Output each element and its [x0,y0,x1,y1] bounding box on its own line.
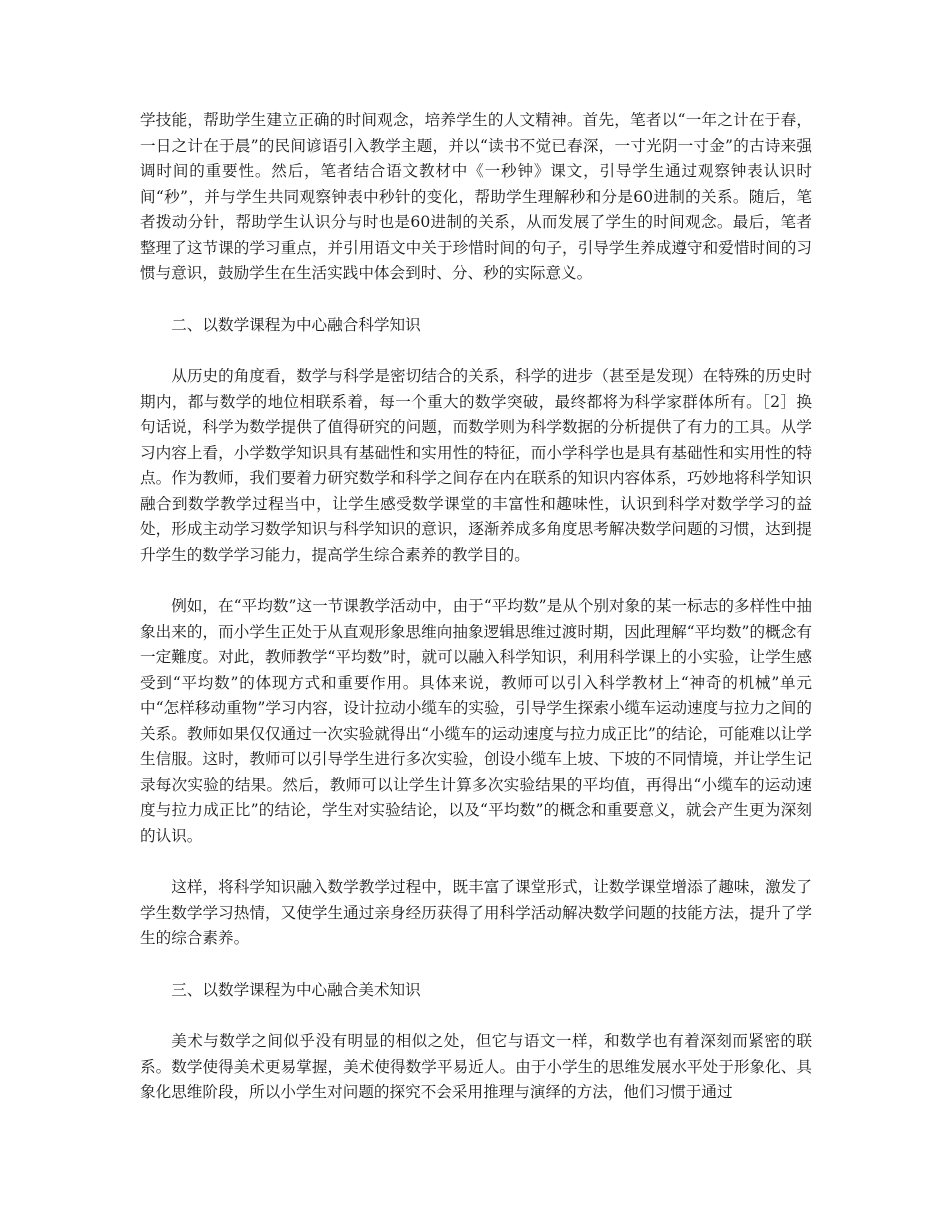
paragraph-average-example: 例如，在“平均数”这一节课教学活动中，由于“平均数”是从个别对象的某一标志的多样性中抽象出来的，而小学生正处于从直观形象思维向抽象逻辑思维过渡时期，因此理解“平均数”的概念有一定難度。对此，教师教学“平均数”时，就可以融入科学知识，利用科学课上的小实验，让学生感受到“平均数”的体现方式和重要作用。具体来说，教师可以引入科学教材上“神奇的机械”单元中“怎样移动重物”学习内容，设计拉动小缆车的实验，引导学生探索小缆车运动速度与拉力之间的关系。教师如果仅仅通过一次实验就得出“小缆车的运动速度与拉力成正比”的结论，可能难以让学生信服。这时，教师可以引导学生进行多次实验，创设小缆车上坡、下坡的不同情境，并让学生记录每次实验的结果。然后，教师可以让学生计算多次实验结果的平均值，再得出“小缆车的运动速度与拉力成正比”的结论，学生对实验结论，以及“平均数”的概念和重要意义，就会产生更为深刻的认识。 [140,597,812,845]
paragraph-summary: 这样，将科学知识融入数学教学过程中，既丰富了课堂形式，让数学课堂增添了趣味，激发了学生数学学习热情，又使学生通过亲身经历获得了用科学活动解决数学问题的技能方法，提升了学生的综合素养。 [140,878,812,947]
document-page [140,108,812,1132]
section-heading-science: 二、以数学课程为中心融合科学知识 [171,315,421,334]
paragraph-art-math: 美术与数学之间似乎没有明显的相似之处，但它与语文一样，和数学也有着深刻而紧密的联系。数学使得美术更易掌握，美术使得数学平易近人。由于小学生的思维发展水平处于形象化、具象化思维阶段，所以小学生对问题的探究不会采用推理与演绎的方法，他们习惯于通过 [140,1032,812,1101]
paragraph-math-science-history: 从历史的角度看，数学与科学是密切结合的关系，科学的进步（甚至是发现）在特殊的历史时期内，都与数学的地位相联系着，每一个重大的数学突破，最终都将为科学家群体所有。［2］换句话说，科学为数学提供了值得研究的问题，而数学则为科学数据的分析提供了有力的工具。从学习内容上看，小学数学知识具有基础性和实用性的特征，而小学科学也是具有基础性和实用性的特点。作为教师，我们要着力研究数学和科学之间存在内在联系的知识内容体系，巧妙地将科学知识融合到数学教学过程当中，让学生感受数学课堂的丰富性和趣味性，认识到科学对数学学习的益处，形成主动学习数学知识与科学知识的意识，逐渐养成多角度思考解决数学问题的习惯，达到提升学生的数学学习能力，提高学生综合素养的教学目的。 [140,367,812,564]
section-heading-art: 三、以数学课程为中心融合美术知识 [171,980,421,999]
paragraph-time-concept: 学技能，帮助学生建立正确的时间观念，培养学生的人文精神。首先，笔者以“一年之计在于春，一日之计在于晨”的民间谚语引入教学主题，并以“读书不觉已春深，一寸光阴一寸金”的古诗来强调时间的重要性。然后，笔者结合语文教材中《一秒钟》课文，引导学生通过观察钟表认识时间“秒”，并与学生共同观察钟表中秒针的变化，帮助学生理解秒和分是60进制的关系。随后，笔者拨动分针，帮助学生认识分与时也是60进制的关系，从而发展了学生的时间观念。最后，笔者整理了这节课的学习重点，并引用语文中关于珍惜时间的句子，引导学生养成遵守和爱惜时间的习惯与意识，鼓励学生在生活实践中体会到时、分、秒的实际意义。 [140,111,812,282]
